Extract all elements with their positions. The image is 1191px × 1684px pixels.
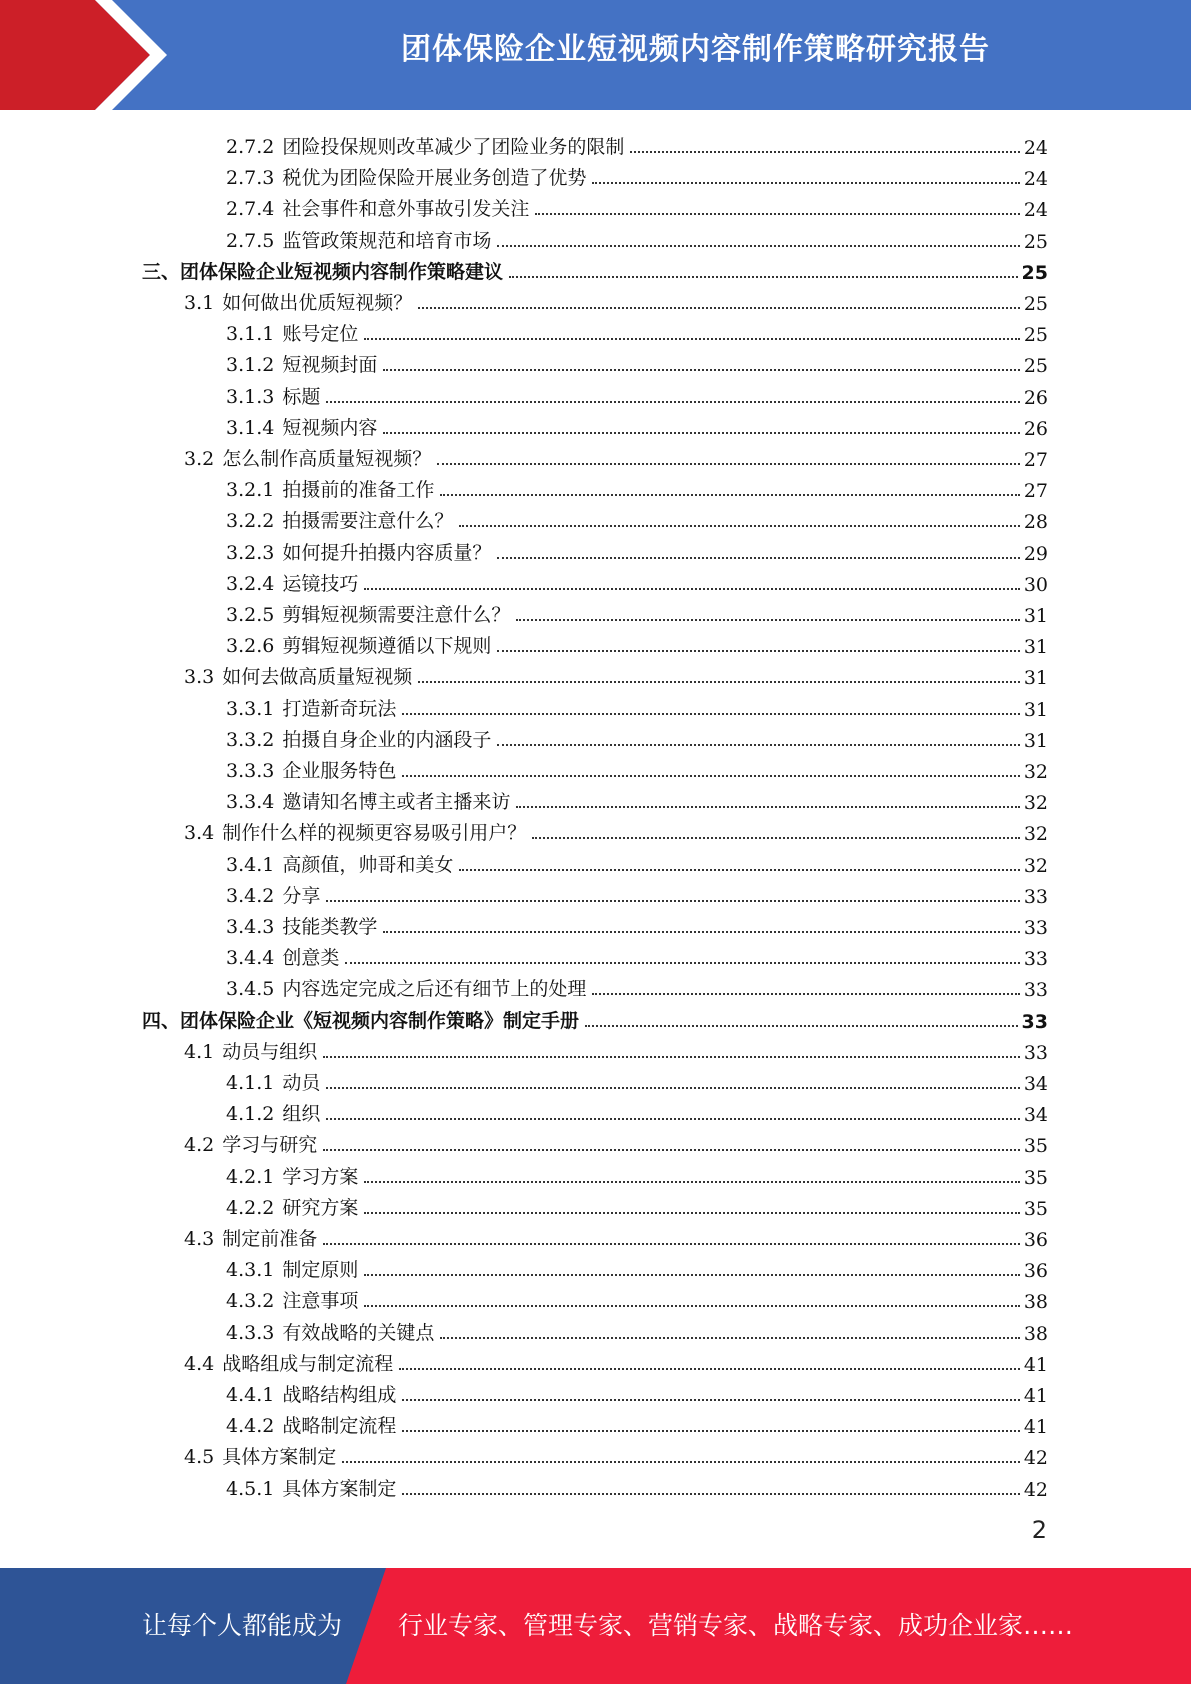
toc-entry-number: 3.1 [184,292,215,314]
toc-entry-page: 35 [1023,1135,1048,1158]
toc-entry-label [226,694,400,721]
toc-entry-number: 3.4 [184,822,215,845]
toc-entry[interactable] [226,159,1048,190]
toc-entry-number: 4.1.2 [226,1103,275,1126]
toc-entry-number: 4.5 [184,1446,215,1469]
toc-entry[interactable] [226,1251,1048,1282]
toc-entry[interactable] [184,814,1048,845]
toc-entry-page: 32 [1023,761,1048,783]
toc-entry-title: 监管政策规范和培育市场 [282,229,492,252]
toc-entry-number: 4.3.3 [226,1321,275,1344]
toc-entry-title: 有效战略的关键点 [282,1321,435,1344]
toc-entry-page: 24 [1023,199,1048,222]
toc-entry-number: 4.3.2 [226,1290,275,1313]
toc-entry-page: 26 [1023,417,1048,440]
toc-dot-leader [402,1493,1019,1495]
footer-slogan-left: 让每个人都能成为 [142,1611,343,1640]
toc-entry-title: 企业服务特色 [282,760,397,782]
toc-entry-title: 标题 [282,385,321,408]
toc-entry-label [226,1255,362,1282]
toc-entry-title: 拍摄自身企业的内涵段子 [282,728,492,751]
toc-entry-number: 2.7.5 [226,229,275,252]
toc-entry-label [226,226,495,253]
toc-entry-label [184,1037,321,1064]
toc-dot-leader [323,1056,1020,1058]
toc-dot-leader [585,1025,1018,1027]
toc-entry-page: 27 [1023,449,1048,471]
toc-entry[interactable] [226,908,1048,939]
toc-dot-leader [342,1461,1020,1463]
toc-entry-title: 打造新奇玩法 [282,697,397,720]
toc-entry-title: 如何做出优质短视频？ [222,292,413,314]
toc-entry-page: 25 [1023,293,1048,315]
toc-entry-label [226,382,324,409]
toc-entry-label [226,1162,362,1189]
toc-entry[interactable] [184,284,1048,315]
toc-entry-title: 四、团体保险企业《短视频内容制作策略》制定手册 [142,1009,580,1032]
toc-entry[interactable] [142,253,1048,284]
toc-entry-title: 制作什么样的视频更容易吸引用户？ [222,822,527,845]
toc-entry-number: 3.2.6 [226,635,275,658]
toc-entry[interactable] [184,1438,1048,1469]
toc-entry-number: 3.4.5 [226,978,275,1001]
toc-entry-label [142,257,507,284]
toc-entry-title: 高颜值，帅哥和美女 [282,853,454,876]
toc-entry[interactable] [226,409,1048,440]
toc-dot-leader [497,744,1019,746]
toc-entry-title: 账号定位 [282,323,359,346]
toc-dot-leader [497,557,1019,559]
toc-dot-leader [497,650,1019,652]
toc-entry[interactable] [226,1376,1048,1407]
footer-slogan-right: 行业专家、管理专家、营销专家、战略专家、成功企业家…… [398,1611,1074,1640]
toc-entry-label [226,194,533,221]
toc-entry-page: 32 [1023,854,1048,877]
toc-entry-title: 短视频内容 [282,416,378,439]
toc-entry-page: 34 [1023,1104,1048,1127]
toc-dot-leader [402,1399,1019,1401]
toc-dot-leader [437,463,1020,465]
toc-entry-title: 注意事项 [282,1290,359,1313]
toc-dot-leader [535,213,1019,215]
toc-entry-number: 4.1.1 [226,1072,275,1094]
toc-entry-label [184,288,416,315]
toc-entry-page: 32 [1023,792,1048,815]
toc-entry-title: 拍摄前的准备工作 [282,479,435,502]
toc-entry-label [226,475,438,502]
toc-entry-title: 组织 [282,1103,321,1126]
toc-entry[interactable] [226,752,1048,783]
page-number: 2 [1031,1516,1047,1544]
toc-entry[interactable] [184,1345,1048,1376]
toc-entry-page: 29 [1023,542,1048,565]
toc-entry[interactable] [226,627,1048,658]
toc-entry-title: 具体方案制定 [282,1477,397,1500]
toc-entry-page: 25 [1023,355,1048,378]
toc-entry[interactable] [226,346,1048,377]
toc-entry-page: 36 [1023,1260,1048,1283]
toc-entry-label [226,850,457,877]
toc-entry-page: 30 [1023,573,1048,596]
toc-entry-number: 3.2.5 [226,604,275,626]
toc-entry[interactable] [226,1407,1048,1438]
toc-entry-label [226,881,324,908]
toc-entry-page: 41 [1023,1385,1048,1407]
toc-entry-title: 团险投保规则改革减少了团险业务的限制 [282,136,625,158]
toc-entry-number: 2.7.4 [226,198,275,221]
toc-entry[interactable] [226,534,1048,565]
toc-entry-number: 3.3.2 [226,728,275,751]
toc-entry-page: 35 [1023,1197,1048,1220]
toc-entry-title: 具体方案制定 [222,1446,337,1469]
toc-dot-leader [326,1118,1019,1120]
toc-entry-label [184,1130,321,1157]
toc-entry-title: 战略制定流程 [282,1415,397,1438]
toc-entry[interactable] [226,378,1048,409]
toc-entry-title: 邀请知名博主或者主播来访 [282,791,511,814]
toc-entry-number: 4.2 [184,1134,215,1157]
toc-entry-page: 33 [1023,917,1048,939]
toc-dot-leader [345,962,1019,964]
toc-entry-page: 25 [1023,230,1048,253]
toc-entry-number: 4.2.2 [226,1196,275,1219]
toc-entry-page: 33 [1023,885,1048,908]
toc-entry[interactable] [226,596,1048,627]
toc-dot-leader [402,1430,1019,1432]
toc-entry[interactable] [226,128,1048,159]
toc-entry[interactable] [226,222,1048,253]
toc-dot-leader [630,151,1019,153]
toc-entry-label [226,974,590,1001]
toc-dot-leader [383,432,1019,434]
toc-entry-page: 41 [1023,1416,1048,1439]
toc-entry-label [226,413,381,440]
toc-entry-label [226,1411,400,1438]
toc-entry-number: 3.1.1 [226,323,275,346]
toc-entry-title: 战略结构组成 [282,1384,397,1406]
toc-entry[interactable] [142,1002,1048,1033]
toc-entry-number: 3.3.1 [226,697,275,720]
toc-entry-label [184,1349,397,1376]
toc-dot-leader [326,1087,1019,1089]
toc-entry[interactable] [226,502,1048,533]
toc-dot-leader [532,837,1020,839]
toc-entry-number: 4.4.1 [226,1384,275,1406]
toc-dot-leader [364,1305,1019,1307]
toc-entry-label [226,725,495,752]
toc-entry-title: 社会事件和意外事故引发关注 [282,198,530,221]
toc-dot-leader [326,900,1019,902]
toc-entry-number: 4.5.1 [226,1477,275,1500]
toc-entry-number: 3.1.4 [226,416,275,439]
toc-entry[interactable] [226,783,1048,814]
toc-dot-leader [402,775,1019,777]
toc-entry-page: 25 [1023,324,1048,347]
toc-entry-number: 3.2.1 [226,479,275,502]
toc-entry[interactable] [184,658,1048,689]
toc-entry-page: 38 [1023,1322,1048,1345]
toc-entry-page: 27 [1023,480,1048,503]
toc-entry-number: 4.1 [184,1040,215,1063]
toc-entry[interactable] [184,440,1048,471]
toc-entry[interactable] [184,1220,1048,1251]
toc-dot-leader [383,369,1019,371]
toc-dot-leader [364,1274,1019,1276]
toc-entry[interactable] [226,1189,1048,1220]
toc-entry-number: 3.3.4 [226,791,275,814]
toc-dot-leader [459,525,1019,527]
toc-entry-title: 剪辑短视频遵循以下规则 [282,635,492,658]
toc-dot-leader [497,245,1019,247]
toc-entry-label [184,1224,321,1251]
toc-entry-label [142,1006,583,1033]
toc-entry-number: 3.4.3 [226,916,275,938]
toc-entry-page: 38 [1023,1291,1048,1314]
toc-entry-title: 动员 [282,1072,321,1094]
toc-dot-leader [516,806,1019,808]
toc-entry-page: 31 [1023,667,1048,690]
toc-entry-title: 创意类 [282,947,340,970]
toc-entry-label [226,787,514,814]
toc-dot-leader [323,1149,1020,1151]
toc-entry-label [226,1380,400,1407]
toc-entry-title: 分享 [282,884,321,907]
toc-dot-leader [418,307,1020,309]
toc-entry-page: 24 [1023,137,1048,159]
toc-entry-page: 31 [1023,698,1048,721]
toc-entry-label [226,506,457,533]
toc-entry-number: 4.4.2 [226,1415,275,1438]
toc-entry-label [226,756,400,783]
toc-entry-label [226,1068,324,1095]
toc-entry-title: 怎么制作高质量短视频？ [222,448,432,470]
toc-entry[interactable] [226,1095,1048,1126]
toc-dot-leader [323,1243,1020,1245]
toc-entry-page: 33 [1023,948,1048,971]
toc-entry-page: 34 [1023,1073,1048,1095]
toc-dot-leader [592,182,1019,184]
toc-dot-leader [326,401,1019,403]
toc-entry-page: 25 [1021,261,1048,284]
toc-dot-leader [509,276,1018,278]
toc-entry-title: 短视频封面 [282,354,378,377]
toc-entry-title: 制定前准备 [222,1228,318,1250]
toc-entry-title: 三、团体保险企业短视频内容制作策略建议 [142,260,504,283]
toc-entry-title: 拍摄需要注意什么？ [282,510,454,533]
toc-entry-label [226,1474,400,1501]
toc-entry-label [226,350,381,377]
toc-entry-title: 技能类教学 [282,916,378,938]
toc-entry-number: 4.3 [184,1228,215,1250]
toc-entry-label [184,1442,340,1469]
toc-entry-number: 4.3.1 [226,1259,275,1282]
toc-entry-number: 3.2 [184,448,215,470]
toc-entry-page: 31 [1023,636,1048,659]
toc-entry-label [226,912,381,939]
toc-entry[interactable] [184,1126,1048,1157]
toc-entry-label [226,1286,362,1313]
toc-entry-label [184,818,530,845]
toc-entry-page: 31 [1023,605,1048,627]
toc-entry[interactable] [226,721,1048,752]
toc-dot-leader [364,1181,1019,1183]
toc-dot-leader [364,1212,1019,1214]
toc-entry[interactable] [226,1158,1048,1189]
toc-entry-label [184,444,435,471]
toc-entry-title: 税优为团险保险开展业务创造了优势 [282,167,587,190]
toc-entry-label [226,538,495,565]
toc-entry-number: 4.2.1 [226,1165,275,1188]
toc-entry-label [226,1193,362,1220]
toc-dot-leader [364,588,1019,590]
toc-dot-leader [364,338,1019,340]
toc-entry-title: 内容选定完成之后还有细节上的处理 [282,978,587,1001]
toc-entry[interactable] [226,190,1048,221]
toc-entry-title: 制定原则 [282,1259,359,1282]
toc-entry-number: 3.4.1 [226,853,275,876]
toc-entry-title: 研究方案 [282,1196,359,1219]
toc-entry[interactable] [226,315,1048,346]
toc-entry-title: 如何去做高质量短视频 [222,666,413,689]
toc-entry-number: 3.3 [184,666,215,689]
toc-dot-leader [418,681,1020,683]
toc-entry[interactable] [226,1314,1048,1345]
toc-entry-title: 学习与研究 [222,1134,318,1157]
toc-entry[interactable] [226,1470,1048,1501]
toc-entry[interactable] [184,1033,1048,1064]
toc-entry-number: 3.2.4 [226,572,275,595]
toc-entry-page: 35 [1023,1166,1048,1189]
toc-entry-label [226,132,628,159]
toc-entry-page: 33 [1021,1010,1048,1033]
toc-entry-page: 31 [1023,729,1048,752]
toc-entry[interactable] [226,1282,1048,1313]
toc-entry-label [226,319,362,346]
toc-dot-leader [592,993,1019,995]
toc-entry[interactable] [226,471,1048,502]
toc-entry-label [184,662,416,689]
toc-entry-number: 2.7.3 [226,167,275,190]
report-title: 团体保险企业短视频内容制作策略研究报告 [401,32,990,67]
toc-entry-title: 剪辑短视频需要注意什么？ [282,604,511,626]
toc-dot-leader [402,713,1019,715]
toc-dot-leader [383,931,1019,933]
page-header [0,0,1191,110]
toc-entry-label [226,163,590,190]
toc-dot-leader [399,1368,1020,1370]
toc-dot-leader [440,494,1019,496]
toc-entry-page: 42 [1023,1478,1048,1501]
toc-entry-page: 32 [1023,823,1048,846]
toc-entry-number: 3.2.2 [226,510,275,533]
toc-entry-page: 28 [1023,511,1048,534]
toc-entry-title: 如何提升拍摄内容质量？ [282,541,492,564]
toc-dot-leader [516,619,1019,621]
toc-entry[interactable] [226,565,1048,596]
toc-dot-leader [440,1337,1019,1339]
toc-entry-page: 42 [1023,1447,1048,1470]
toc-entry-page: 36 [1023,1229,1048,1251]
toc-entry-label [226,569,362,596]
page-footer [0,1568,1191,1684]
toc-entry-title: 战略组成与制定流程 [222,1352,394,1375]
toc-dot-leader [459,869,1019,871]
toc-entry-label [226,631,495,658]
toc-entry-page: 41 [1023,1353,1048,1376]
toc-entry[interactable] [226,1064,1048,1095]
toc-entry-label [226,600,514,627]
toc-entry-page: 24 [1023,168,1048,191]
toc-entry-title: 运镜技巧 [282,572,359,595]
toc-entry-label [226,943,343,970]
toc-entry[interactable] [226,939,1048,970]
toc-entry-page: 26 [1023,386,1048,409]
toc-entry[interactable] [226,846,1048,877]
toc-entry-number: 3.4.4 [226,947,275,970]
toc-entry-number: 3.2.3 [226,541,275,564]
toc-entry-number: 3.4.2 [226,884,275,907]
toc-entry-number: 4.4 [184,1352,215,1375]
toc-entry[interactable] [226,877,1048,908]
toc-entry[interactable] [226,690,1048,721]
toc-entry-number: 3.1.2 [226,354,275,377]
toc-entry-number: 3.3.3 [226,760,275,782]
toc-entry-title: 学习方案 [282,1165,359,1188]
toc-entry[interactable] [226,970,1048,1001]
toc-entry-label [226,1099,324,1126]
toc-entry-number: 3.1.3 [226,385,275,408]
toc-entry-page: 33 [1023,1041,1048,1064]
toc-entry-page: 33 [1023,979,1048,1002]
toc-entry-label [226,1318,438,1345]
toc-entry-title: 动员与组织 [222,1040,318,1063]
toc-entry-number: 2.7.2 [226,136,275,158]
